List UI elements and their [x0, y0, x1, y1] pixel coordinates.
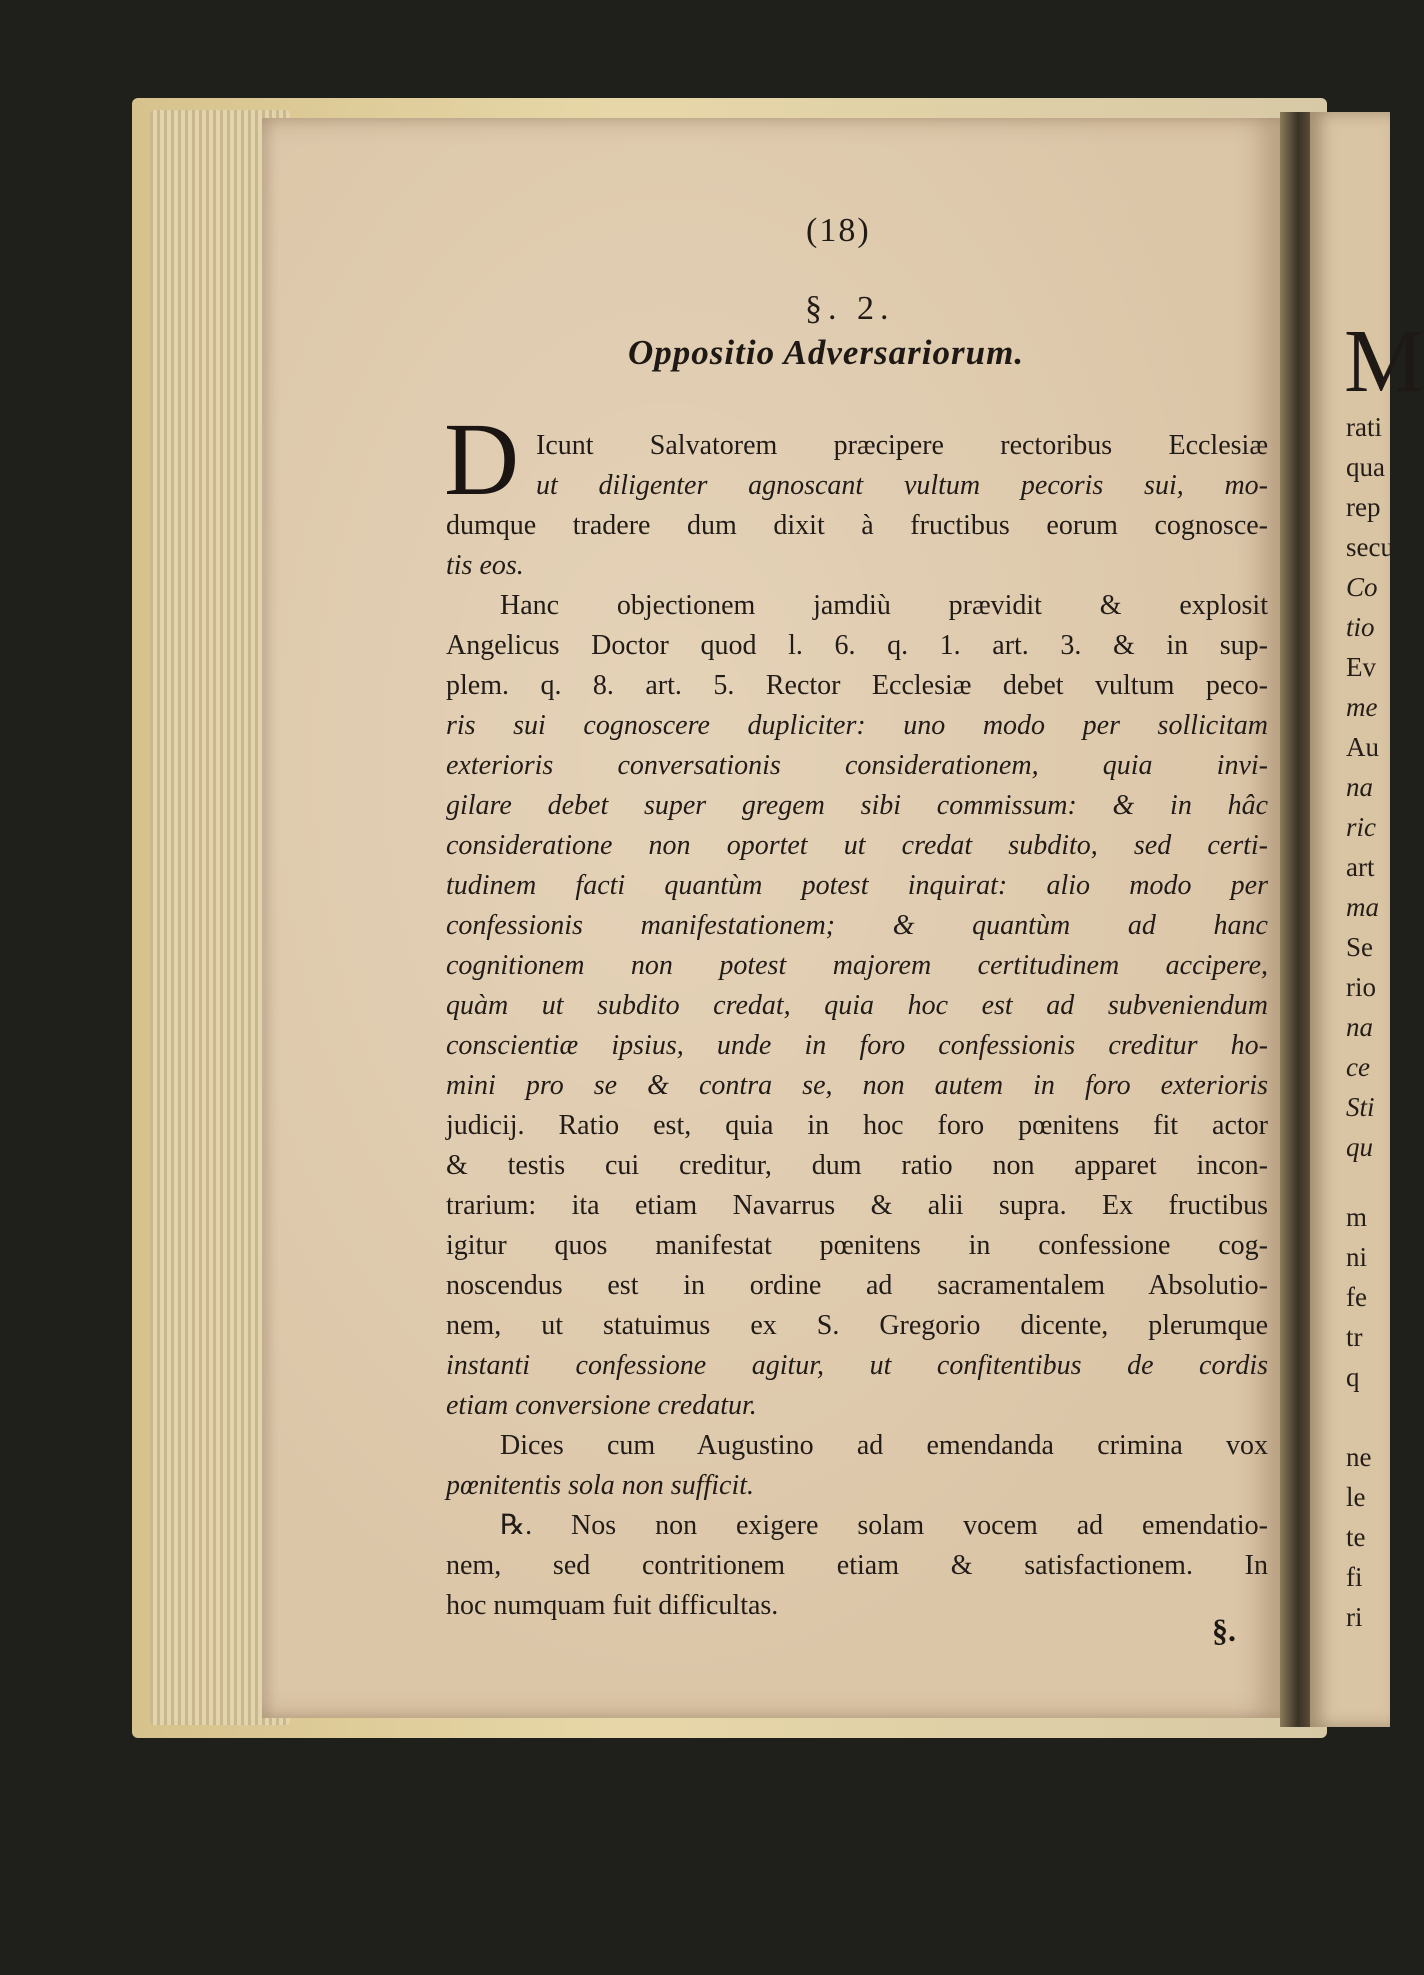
- text-line: hoc numquam fuit difficultas.: [446, 1590, 779, 1621]
- text-line: & testis cui creditur, dum ratio non apparet incon-: [446, 1150, 1268, 1181]
- text-line: Hanc objectionem jamdiù prævidit & explosit: [500, 590, 1268, 621]
- page-number: (18): [806, 212, 871, 249]
- section-mark: §. 2.: [805, 290, 895, 327]
- catchword: §.: [1212, 1612, 1236, 1648]
- text-line: nem, ut statuimus ex S. Gregorio dicente, plerumque: [446, 1310, 1268, 1341]
- text-line: mini pro se & contra se, non autem in foro exterioris: [446, 1070, 1268, 1101]
- facing-fragment: tr: [1346, 1322, 1363, 1352]
- text-line: tudinem facti quantùm potest inquirat: alio modo per: [446, 870, 1268, 901]
- facing-fragment: me: [1346, 692, 1378, 722]
- text-line: noscendus est in ordine ad sacramentalem Absolutio-: [446, 1270, 1268, 1301]
- text-line: cognitionem non potest majorem certitudinem accipere,: [446, 950, 1268, 981]
- text-line: tis eos.: [446, 550, 524, 581]
- facing-fragment: ne: [1346, 1442, 1372, 1472]
- text-line: pœnitentis sola non sufficit.: [446, 1470, 755, 1501]
- text-line: instanti confessione agitur, ut confitentibus de cordis: [446, 1350, 1268, 1381]
- facing-page: [1310, 112, 1424, 1727]
- text-line: nem, sed contritionem etiam & satisfactionem. In: [446, 1550, 1268, 1581]
- facing-fragment: ni: [1346, 1242, 1368, 1272]
- text-line: ris sui cognoscere dupliciter: uno modo per sollicitam: [446, 710, 1268, 741]
- facing-fragment: qua: [1346, 452, 1385, 482]
- text-line: ut diligenter agnoscant vultum pecoris sui, mo-: [536, 470, 1268, 501]
- facing-fragment: ce: [1346, 1052, 1370, 1082]
- facing-fragment: ric: [1346, 812, 1376, 842]
- text-line: igitur quos manifestat pœnitens in confessione cog-: [446, 1230, 1268, 1261]
- facing-fragment: te: [1346, 1522, 1366, 1552]
- facing-fragment: ma: [1346, 892, 1379, 922]
- facing-fragment: m: [1346, 1202, 1368, 1232]
- facing-fragment: Au: [1346, 732, 1379, 762]
- text-line: etiam conversione credatur.: [446, 1390, 757, 1421]
- text-line: dumque tradere dum dixit à fructibus eorum cognosce-: [446, 510, 1268, 541]
- facing-fragment: rio: [1346, 972, 1376, 1002]
- facing-fragment: ri: [1346, 1602, 1363, 1632]
- text-line: Angelicus Doctor quod l. 6. q. 1. art. 3. & in sup-: [446, 630, 1268, 661]
- text-line: gilare debet super gregem sibi commissum: & in hâc: [446, 790, 1268, 821]
- facing-fragment: fe: [1346, 1282, 1367, 1312]
- facing-fragment: Sti: [1346, 1092, 1375, 1122]
- text-line: quàm ut subdito credat, quia hoc est ad subveniendum: [446, 990, 1268, 1021]
- drop-cap: D: [444, 402, 520, 517]
- text-line: trarium: ita etiam Navarrus & alii supra. Ex fructibus: [446, 1190, 1268, 1221]
- text-line: Icunt Salvatorem præcipere rectoribus Ecclesiæ: [536, 430, 1268, 461]
- facing-fragment: art: [1346, 852, 1375, 882]
- facing-fragment: na: [1346, 772, 1373, 802]
- facing-fragment: Se: [1346, 932, 1373, 962]
- text-line: consideratione non oportet ut credat subdito, sed certi-: [446, 830, 1268, 861]
- text-line: Dices cum Augustino ad emendanda crimina vox: [500, 1430, 1268, 1461]
- text-line: judicij. Ratio est, quia in hoc foro pœnitens fit actor: [446, 1110, 1268, 1141]
- book-gutter: [1280, 112, 1310, 1727]
- facing-fragment: rep: [1346, 492, 1381, 522]
- text-line: plem. q. 8. art. 5. Rector Ecclesiæ debet vultum peco-: [446, 670, 1268, 701]
- facing-drop-cap: M: [1344, 312, 1424, 411]
- facing-fragment: q: [1346, 1362, 1360, 1392]
- text-line: conscientiæ ipsius, unde in foro confessionis creditur ho-: [446, 1030, 1268, 1061]
- text-line: confessionis manifestationem; & quantùm ad hanc: [446, 910, 1268, 941]
- text-line: ℞. Nos non exigere solam vocem ad emendatio-: [500, 1510, 1268, 1541]
- section-title: Oppositio Adversariorum.: [628, 333, 1025, 372]
- facing-fragment: na: [1346, 1012, 1373, 1042]
- facing-fragment: tio: [1346, 612, 1375, 642]
- facing-fragment: Ev: [1346, 652, 1376, 682]
- facing-fragment: le: [1346, 1482, 1366, 1512]
- facing-fragment: rati: [1346, 412, 1382, 442]
- facing-fragment: fi: [1346, 1562, 1363, 1592]
- facing-fragment: secu: [1346, 532, 1394, 562]
- facing-fragment: Co: [1346, 572, 1378, 602]
- facing-fragment: qu: [1346, 1132, 1373, 1162]
- text-line: exterioris conversationis considerationem, quia invi-: [446, 750, 1268, 781]
